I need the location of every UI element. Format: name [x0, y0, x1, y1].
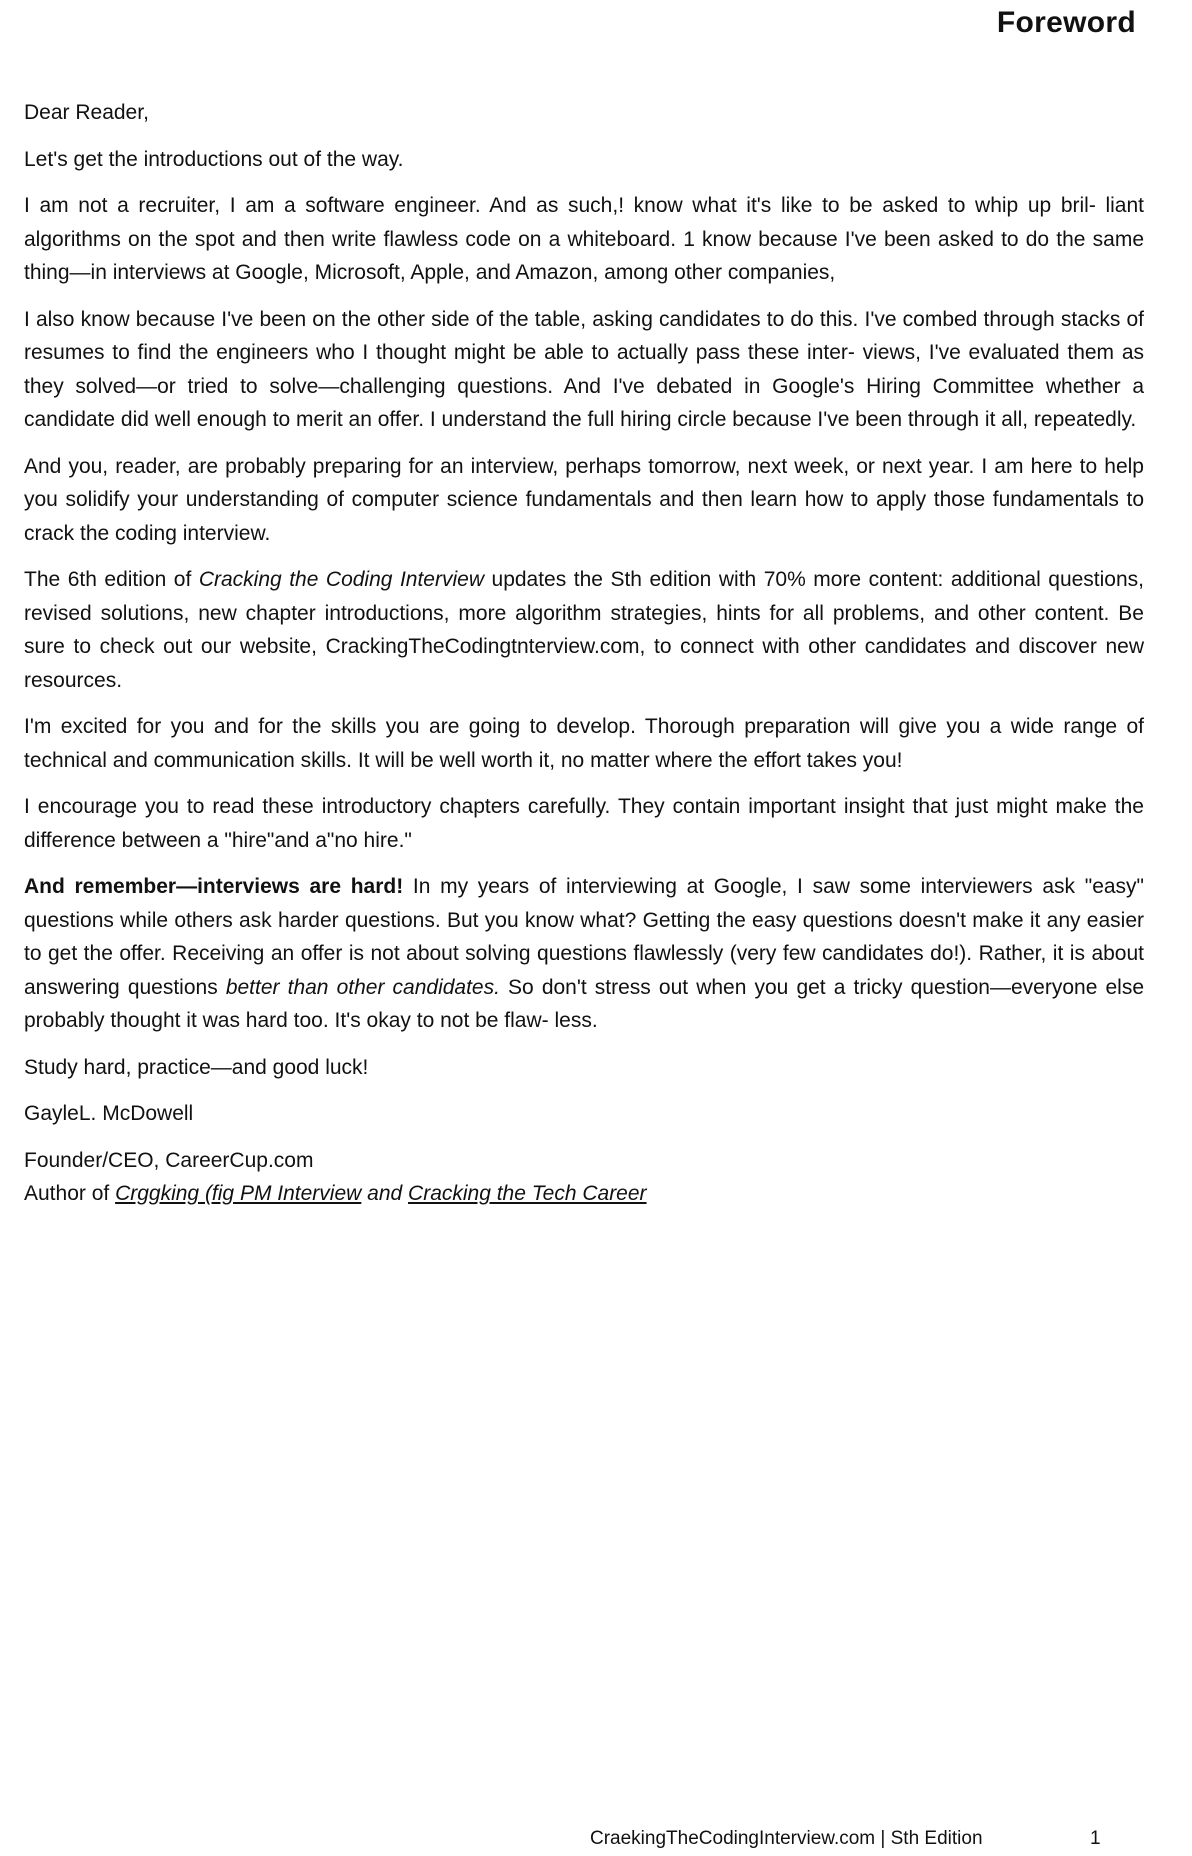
author-books [24, 1177, 1144, 1211]
remember-middle: In my years of interviewing at Google, I saw some interviewers ask "easy" questions while others ask harder questions. But you know what? Getting the easy questions doesn't make it any easier to get the offer. Receiving an offer is not about solving questions flawlessly (very few candidates do!). Rather, it is about answering questions [24, 875, 1145, 999]
paragraph-intro: Let's get the introductions out of the way. [24, 147, 404, 171]
paragraph-encourage: I encourage you to read these introductory chapters carefully. They contain important insight that just might make the difference between a "hire"and a"no hire." [24, 795, 1144, 852]
remember-end: So don't stress out when you get a tricky question—everyone else probably thought it was hard too. It's okay to not be flaw- less. [24, 975, 1144, 1032]
page-title: Foreword [996, 6, 1136, 39]
books-and: and [361, 1182, 409, 1205]
book-title-tech-career: Cracking the Tech Career [408, 1182, 647, 1205]
paragraph-reader: And you, reader, are probably preparing for an interview, perhaps tomorrow, next week, or next year. I am here to help you solidify your understanding of computer science fundamentals and then learn how to apply those fundamentals to crack the coding interview. [24, 454, 1144, 545]
closing-line: Study hard, practice—and good luck! [24, 1055, 369, 1079]
paragraph-sixth-edition [24, 563, 1144, 697]
p5-before: The 6th edition of [24, 568, 199, 591]
p5-after: updates the Sth edition with 70% more content: additional questions, revised solutions, new chapter introductions, more algorithm strategies, hints for all problems, and other content. Be sure to check out our website, CrackingTheCodingtnterview.com, to connect with other candidates and discover new resources. [24, 568, 1145, 692]
author-role: Founder/CEO, CareerCup.com [24, 1148, 314, 1172]
salutation: Dear Reader, [24, 101, 149, 124]
paragraph-excited: I'm excited for you and for the skills you are going to develop. Thorough preparation will give you a wide range of technical and communication skills. It will be well worth it, no matter where the effort takes you! [24, 715, 1144, 772]
letter-body [24, 96, 1144, 1211]
book-title-ctci: Cracking the Coding Interview [198, 568, 484, 591]
paragraph-other-side: I also know because I've been on the other side of the table, asking candidates to do this. I've combed through stacks of resumes to find the engineers who I thought might be able to actually pass these inter- views, I've evaluated them as they solved—or tried to solve—challenging questions. And I've debated in Google's Hiring Committee whether a candidate did well enough to merit an offer. I understand the full hiring circle because I've been through it all, repeatedly. [24, 307, 1144, 431]
remember-italic: better than other candidates. [225, 975, 500, 999]
footer-text: CraekingTheCodingInterview.com | Sth Edition [590, 1828, 983, 1849]
signature-block [24, 1097, 1144, 1211]
author-name: GayleL. McDowell [24, 1102, 194, 1125]
page-number: 1 [1090, 1828, 1101, 1849]
paragraph-remember [24, 870, 1144, 1038]
paragraph-engineer: I am not a recruiter, I am a software engineer. And as such,! know what it's like to be asked to whip up bril- liant algorithms on the spot and then write flawless code on a whiteboard. 1 know because I've been asked to do the same thing—in interviews at Google, Microsoft, Apple, and Amazon, among other companies, [24, 194, 1144, 284]
book-title-pm: Crggking (fig PM Interview [115, 1182, 362, 1205]
author-prefix: Author of [24, 1182, 116, 1205]
remember-bold: And remember—interviews are hard! [24, 875, 404, 898]
